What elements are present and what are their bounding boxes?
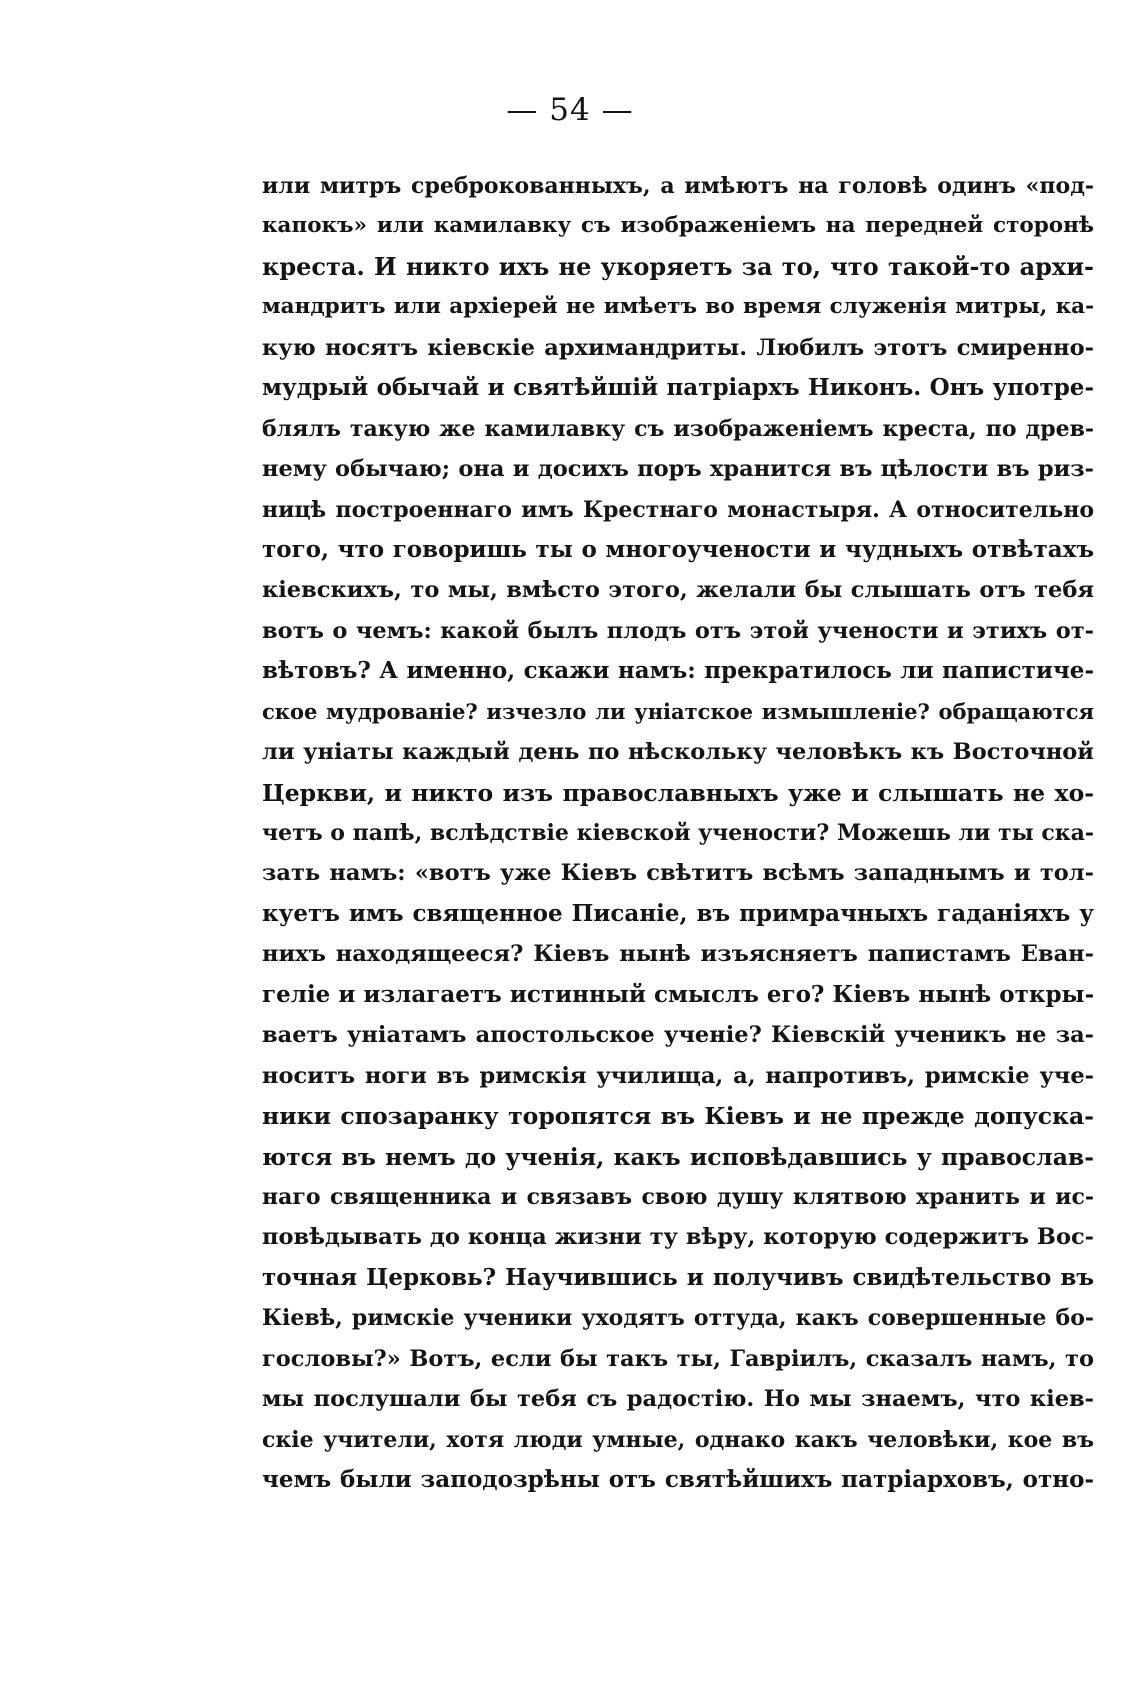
text-line: ваетъ уніатамъ апостольское ученіе? Кіевскій ученикъ не за-	[262, 1022, 1094, 1049]
text-line: того, что говоришь ты о многоучености и чудныхъ отвѣтахъ	[262, 535, 1094, 563]
text-line: креста. И никто ихъ не укоряетъ за то, что такой-то архи-	[262, 251, 1094, 281]
text-line: вѣтовъ? А именно, скажи намъ: прекратилось ли папистиче-	[262, 657, 1094, 685]
text-line: гословы?» Вотъ, если бы такъ ты, Гавріилъ, сказалъ намъ, то	[262, 1345, 1094, 1372]
text-line: мандритъ или архіерей не имѣетъ во время служенія митры, ка-	[262, 294, 1094, 320]
text-line: ское мудрованіе? изчезло ли уніатское измышленіе? обращаются	[262, 698, 1094, 724]
text-line: ли уніаты каждый день по нѣскольку человѣкъ къ Восточной	[262, 739, 1094, 766]
text-line: ники спозаранку торопятся въ Кіевъ и не прежде допуска-	[262, 1102, 1094, 1131]
text-line: зать намъ: «вотъ уже Кіевъ свѣтитъ всѣмъ западнымъ и тол-	[262, 860, 1094, 887]
text-line: блялъ такую же камилавку съ изображеніемъ креста, по древ-	[262, 415, 1094, 442]
text-line: или митръ среброкованныхъ, а имѣютъ на головѣ одинъ «под-	[262, 173, 1094, 199]
body-text	[262, 166, 1094, 1500]
text-line: нему обычаю; она и досихъ поръ хранится въ цѣлости въ риз-	[262, 456, 1094, 483]
text-line: капокъ» или камилавку съ изображеніемъ на передней сторонѣ	[262, 213, 1094, 239]
text-line: кую носятъ кіевскіе архимандриты. Любилъ этотъ смиренно-	[262, 334, 1094, 361]
text-line: мы послушали бы тебя съ радостію. Но мы знаемъ, что кіев-	[262, 1386, 1094, 1413]
text-line: носитъ ноги въ римскія училища, а, напротивъ, римскіе уче-	[262, 1062, 1094, 1089]
text-line: нихъ находящееся? Кіевъ нынѣ изъясняетъ папистамъ Еван-	[262, 941, 1094, 968]
text-line: вотъ о чемъ: какой былъ плодъ отъ этой учености и этихъ от-	[262, 617, 1094, 644]
text-line: чемъ были заподозрѣны отъ святѣйшихъ патріарховъ, отно-	[262, 1466, 1094, 1493]
text-line: наго священника и связавъ свою душу клятвою хранить и ис-	[262, 1183, 1094, 1210]
text-line: кіевскихъ, то мы, вмѣсто этого, желали бы слышать отъ тебя	[262, 577, 1094, 604]
text-line: повѣдывать до конца жизни ту вѣру, которую содержитъ Вос-	[262, 1224, 1094, 1251]
text-line: ются въ немъ до ученія, какъ исповѣдавшись у православ-	[262, 1142, 1094, 1171]
text-line: скіе учители, хотя люди умные, однако какъ человѣки, кое въ	[262, 1426, 1094, 1453]
text-line: четъ о папѣ, вслѣдствіе кіевской учености? Можешь ли ты ска-	[262, 820, 1094, 846]
page-number: — 54 —	[506, 92, 634, 128]
text-line: мудрый обычай и святѣйшій патріархъ Никонъ. Онъ употре-	[262, 374, 1094, 402]
text-line: ницѣ построеннаго имъ Крестнаго монастыря. А относительно	[262, 496, 1094, 523]
text-line: геліе и излагаетъ истинный смыслъ его? Кіевъ нынѣ откры-	[262, 980, 1094, 1008]
text-line: Кіевѣ, римскіе ученики уходятъ оттуда, какъ совершенные бо-	[262, 1305, 1094, 1332]
text-line: точная Церковь? Научившись и получивъ свидѣтельство въ	[262, 1263, 1094, 1291]
text-line: куетъ имъ священное Писаніе, въ примрачныхъ гаданіяхъ у	[262, 899, 1094, 927]
text-line: Церкви, и никто изъ православныхъ уже и слышать не хо-	[262, 778, 1094, 807]
